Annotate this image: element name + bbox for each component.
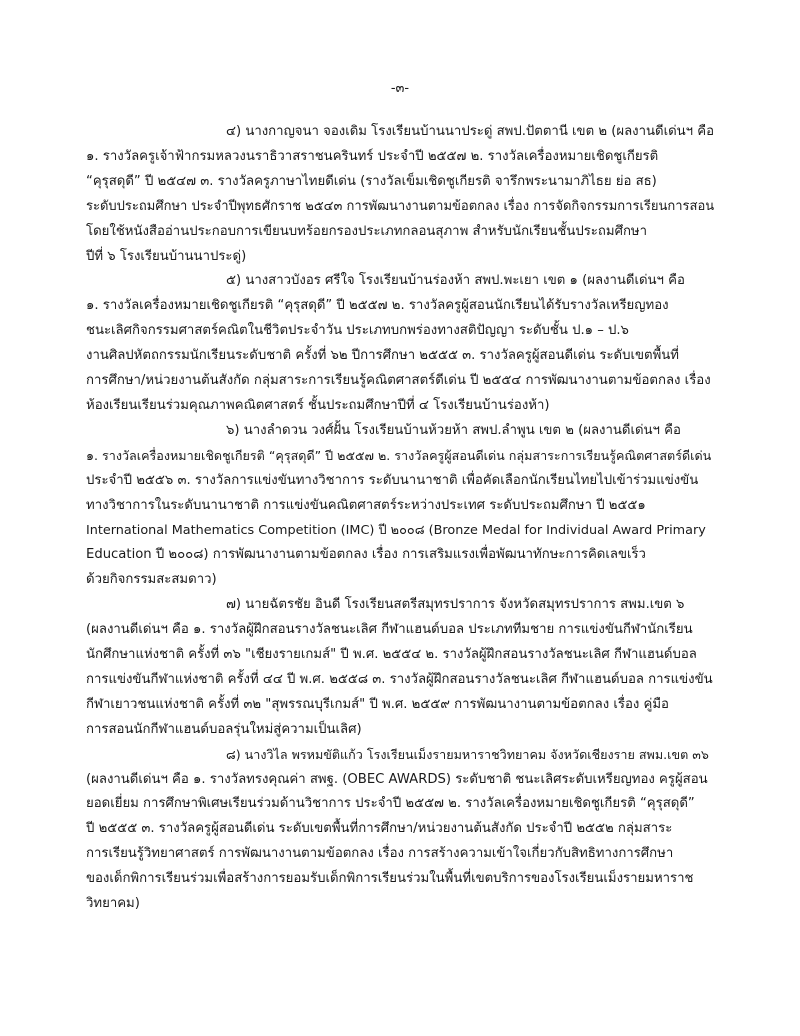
paragraph-line: นักศึกษาแห่งชาติ ครั้งที่ ๓๖ "เชียงรายเกมส์" ปี พ.ศ. ๒๕๕๔ ๒. รางวัลผู้ฝึกสอนรางวัลชนะเลิศ กีฬาแฮนด์บอล — [86, 647, 697, 663]
paragraph-4 — [86, 593, 714, 742]
paragraph-5 — [86, 743, 714, 917]
paragraph-line: กีฬาเยาวชนแห่งชาติ ครั้งที่ ๓๒ "สุพรรณบุรีเกมส์" ปี พ.ศ. ๒๕๕๙ การพัฒนางานตามข้อตกลง เรื่อง คู่มือ — [86, 696, 669, 712]
paragraph-line: โดยใช้หนังสืออ่านประกอบการเขียนบทร้อยกรองประเภทกลอนสุภาพ สำหรับนักเรียนชั้นประถมศึกษา — [86, 223, 648, 239]
paragraph-1 — [86, 120, 714, 269]
paragraph-line: ชนะเลิศกิจกรรมศาสตร์คณิตในชีวิตประจำวัน ประเภทบกพร่องทางสติปัญญา ระดับชั้น ป.๑ – ป.๖ — [86, 323, 629, 339]
paragraph-line: (ผลงานดีเด่นฯ คือ ๑. รางวัลทรงคุณค่า สพฐ. (OBEC AWARDS) ระดับชาติ ชนะเลิศระดับเหรียญทอง ครูผู้สอน — [86, 771, 708, 787]
paragraph-heading-line: ๖) นางลำดวน วงศ์ฝั้น โรงเรียนบ้านห้วยห้า สพป.ลำพูน เขต ๒ (ผลงานดีเด่นฯ คือ — [226, 422, 681, 438]
paragraph-heading-line: ๘) นางวิไล พรหมขัติแก้ว โรงเรียนเม็งรายมหาราชวิทยาคม จังหวัดเชียงราย สพม.เขต ๓๖ — [226, 746, 709, 762]
paragraph-line: ๑. รางวัลครูเจ้าฟ้ากรมหลวงนราธิวาสราชนครินทร์ ประจำปี ๒๕๕๗ ๒. รางวัลเครื่องหมายเชิดชูเกียรติ — [86, 148, 659, 164]
paragraph-heading-line: ๔) นางกาญจนา จองเดิม โรงเรียนบ้านนาประดู่ สพป.ปัตตานี เขต ๒ (ผลงานดีเด่นฯ คือ — [226, 124, 714, 139]
paragraph-line: ทางวิชาการในระดับนานาชาติ การแข่งขันคณิตศาสตร์ระหว่างประเทศ ระดับประถมศึกษา ปี ๒๕๕๑ — [86, 497, 646, 513]
paragraph-line: ปี ๒๕๕๕ ๓. รางวัลครูผู้สอนดีเด่น ระดับเขตพื้นที่การศึกษา/หน่วยงานต้นสังกัด ประจำปี ๒๕๕๒ กลุ่มสาระ — [86, 821, 673, 837]
paragraph-line: ด้วยกิจกรรมสะสมดาว) — [86, 572, 217, 588]
paragraph-line: ยอดเยี่ยม การศึกษาพิเศษเรียนร่วมด้านวิชาการ ประจำปี ๒๕๕๗ ๒. รางวัลเครื่องหมายเชิดชูเกียรติ “คุรุสดุดี” — [86, 796, 695, 812]
paragraph-line: International Mathematics Competition (IMC) ปี ๒๐๐๘ (Bronze Medal for Individual Award Primary — [86, 522, 706, 538]
paragraph-line: การแข่งขันกีฬาแห่งชาติ ครั้งที่ ๔๔ ปี พ.ศ. ๒๕๕๘ ๓. รางวัลผู้ฝึกสอนรางวัลชนะเลิศ กีฬาแฮนด์บอล การแข่งขัน — [86, 671, 713, 687]
paragraph-3 — [86, 419, 714, 593]
paragraph-line: ๑. รางวัลเครื่องหมายเชิดชูเกียรติ “คุรุสดุดี” ปี ๒๕๕๗ ๒. รางวัลครูผู้สอนนักเรียนได้รับรางวัลเหรียญทอง — [86, 298, 669, 314]
paragraph-line: ของเด็กพิการเรียนร่วมเพื่อสร้างการยอมรับเด็กพิการเรียนร่วมในพื้นที่เขตบริการของโรงเรียนเม็งรายมหาราช — [86, 871, 694, 887]
paragraph-line: (ผลงานดีเด่นฯ คือ ๑. รางวัลผู้ฝึกสอนรางวัลชนะเลิศ กีฬาแฮนด์บอล ประเภททีมชาย การแข่งขันกีฬานักเรียน — [86, 622, 693, 638]
document-body — [86, 120, 714, 917]
paragraph-line: ๑. รางวัลเครื่องหมายเชิดชูเกียรติ “คุรุสดุดี” ปี ๒๕๕๗ ๒. รางวัลครูผู้สอนดีเด่น กลุ่มสาระการเรียนรู้คณิตศาสตร์ดีเด่น — [86, 447, 712, 463]
paragraph-line: ระดับประถมศึกษา ประจำปีพุทธศักราช ๒๕๔๓ การพัฒนางานตามข้อตกลง เรื่อง การจัดกิจกรรมการเรียนการสอน — [86, 198, 714, 214]
paragraph-line: งานศิลปหัตถกรรมนักเรียนระดับชาติ ครั้งที่ ๖๒ ปีการศึกษา ๒๕๕๕ ๓. รางวัลครูผู้สอนดีเด่น ระดับเขตพื้นที่ — [86, 348, 679, 364]
paragraph-line: การสอนนักกีฬาแฮนด์บอลรุ่นใหม่สู่ความเป็นเลิศ) — [86, 721, 362, 737]
paragraph-line: “คุรุสดุดี” ปี ๒๕๔๗ ๓. รางวัลครูภาษาไทยดีเด่น (รางวัลเข็มเชิดชูเกียรติ จารึกพระนามาภิไธย ย่อ สธ) — [86, 173, 657, 189]
paragraph-2 — [86, 269, 714, 418]
paragraph-line: ประจำปี ๒๕๕๖ ๓. รางวัลการแข่งขันทางวิชาการ ระดับนานาชาติ เพื่อคัดเลือกนักเรียนไทยไปเข้าร่วมแข่งขัน — [86, 472, 699, 488]
paragraph-line: Education ปี ๒๐๐๘) การพัฒนางานตามข้อตกลง เรื่อง การเสริมแรงเพื่อพัฒนาทักษะการคิดเลขเร็ว — [86, 547, 646, 563]
paragraph-line: การศึกษา/หน่วยงานต้นสังกัด กลุ่มสาระการเรียนรู้คณิตศาสตร์ดีเด่น ปี ๒๕๕๔ การพัฒนางานตามข้อตกลง เรื่อง — [86, 373, 711, 389]
paragraph-line: ห้องเรียนเรียนร่วมคุณภาพคณิตศาสตร์ ชั้นประถมศึกษาปีที่ ๔ โรงเรียนบ้านร่องห้า) — [86, 397, 550, 413]
paragraph-heading-line: ๗) นายฉัตรชัย อินดี โรงเรียนสตรีสมุทรปราการ จังหวัดสมุทรปราการ สพม.เขต ๖ — [226, 597, 685, 613]
paragraph-line: ปีที่ ๖ โรงเรียนบ้านนาประดู่) — [86, 248, 247, 264]
page-number: -๓- — [390, 81, 410, 96]
paragraph-line: วิทยาคม) — [86, 896, 140, 912]
paragraph-heading-line: ๕) นางสาวบังอร ศรีใจ โรงเรียนบ้านร่องห้า สพป.พะเยา เขต ๑ (ผลงานดีเด่นฯ คือ — [226, 273, 685, 289]
paragraph-line: การเรียนรู้วิทยาศาสตร์ การพัฒนางานตามข้อตกลง เรื่อง การสร้างความเข้าใจเกี่ยวกับสิทธิทางการศึกษา — [86, 846, 674, 862]
